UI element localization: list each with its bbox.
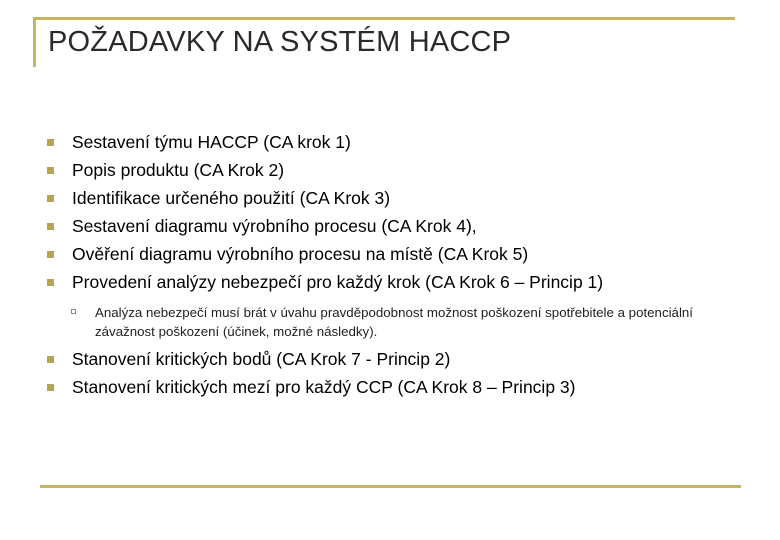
sub-bullet-square-icon xyxy=(71,309,76,314)
bullet-square-icon xyxy=(47,384,54,391)
list-item: Sestavení týmu HACCP (CA krok 1) xyxy=(72,132,351,152)
bullet-square-icon xyxy=(47,279,54,286)
list-item: Popis produktu (CA Krok 2) xyxy=(72,160,285,180)
sub-list-item: Analýza nebezpečí musí brát v úvahu pravděpodobnost možnost poškození spotřebitele a potenciální závažnost poškození (účinek, možné následky). xyxy=(95,305,693,339)
list-item: Sestavení diagramu výrobního procesu (CA Krok 4), xyxy=(72,216,477,236)
bullet-square-icon xyxy=(47,356,54,363)
bullet-square-icon xyxy=(47,167,54,174)
bullet-square-icon xyxy=(47,139,54,146)
list-item: Ověření diagramu výrobního procesu na místě (CA Krok 5) xyxy=(72,244,529,264)
list-item: Stanovení kritických bodů (CA Krok 7 - Princip 2) xyxy=(72,349,451,369)
list-item: Stanovení kritických mezí pro každý CCP (CA Krok 8 – Princip 3) xyxy=(72,377,576,397)
list-item: Provedení analýzy nebezpečí pro každý krok (CA Krok 6 – Princip 1) xyxy=(72,272,604,292)
bottom-divider xyxy=(40,485,741,488)
bullet-square-icon xyxy=(47,223,54,230)
bullet-square-icon xyxy=(47,195,54,202)
slide-title: POŽADAVKY NA SYSTÉM HACCP xyxy=(48,26,512,58)
list-item: Identifikace určeného použití (CA Krok 3) xyxy=(72,188,391,208)
bullet-square-icon xyxy=(47,251,54,258)
